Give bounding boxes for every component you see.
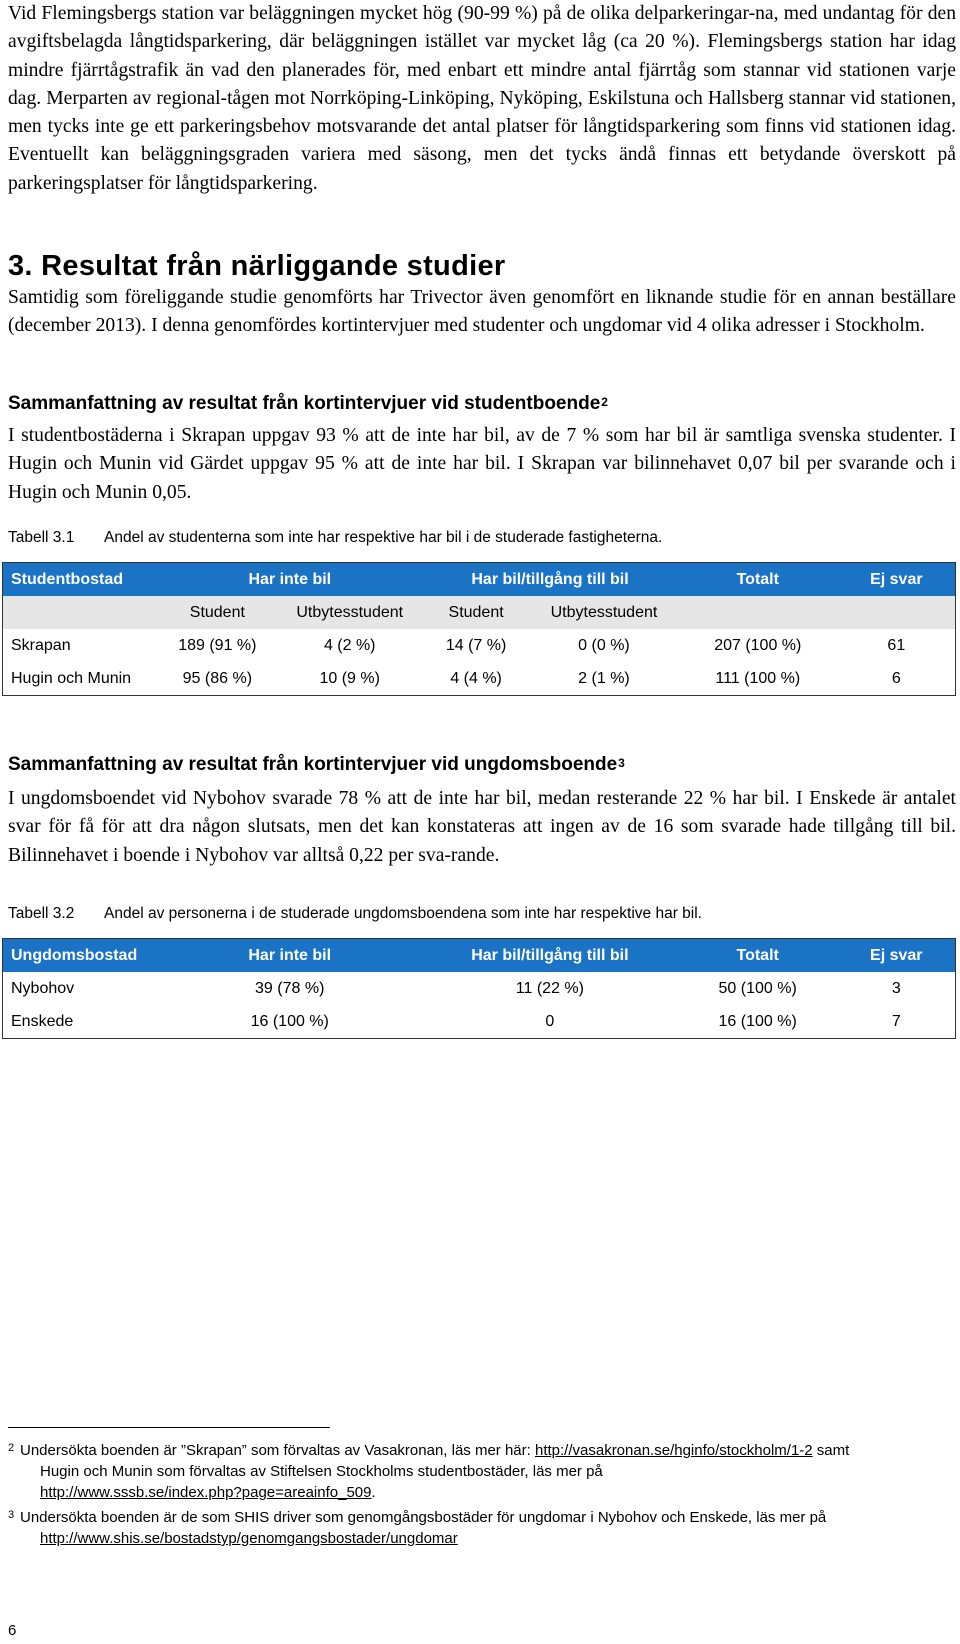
page-number: 6 — [8, 1622, 17, 1639]
table-row — [3, 972, 956, 1005]
table-cell — [838, 596, 956, 629]
column-header: Ungdomsbostad — [3, 939, 158, 973]
footnote-2-line-3 — [8, 1482, 958, 1503]
column-header: Ej svar — [838, 563, 956, 597]
table-cell: 0 — [545, 1012, 555, 1030]
table-cell: 3 — [891, 979, 901, 997]
footnote-3-link-shis[interactable]: http://www.shis.se/bostadstyp/genomgangsbostader/ungdomar — [40, 1530, 458, 1547]
subheader-cell: Student — [157, 596, 277, 629]
footnote-ref-2[interactable]: 2 — [601, 395, 608, 409]
footnote-3-mark: 3 — [8, 1509, 15, 1521]
table-cell: 95 (86 %) — [182, 669, 253, 687]
table-cell: 2 (1 %) — [578, 669, 630, 687]
youth-table-header-row — [3, 939, 956, 973]
youth-summary-paragraph: I ungdomsboendet vid Nybohov svarade 78 % att de inte har bil, medan resterande 22 % har bil. I Enskede är antalet svar för få för att dra någon slutsats, men det kan konstateras att ingen av de 16 som svarade hade tillgång till bil. Bilinnehavet i boende i Nybohov var alltså 0,22 per sva-rande. — [8, 788, 956, 866]
column-header: Ej svar — [838, 939, 956, 973]
column-header: Studentbostad — [3, 563, 158, 597]
youth-summary-heading-text: Sammanfattning av resultat från kortintervjuer vid ungdomsboende — [8, 754, 618, 775]
footnote-3 — [8, 1507, 958, 1549]
column-header: Har inte bil — [157, 563, 422, 597]
table-cell: 189 (91 %) — [178, 636, 257, 654]
table-cell: 4 (4 %) — [450, 669, 502, 687]
table-cell: 7 — [891, 1012, 901, 1030]
footnote-2-line-2: Hugin och Munin som förvaltas av Stiftelsen Stockholms studentbostäder, läs mer på — [40, 1463, 603, 1480]
table-cell: 16 (100 %) — [250, 1012, 329, 1030]
table-cell: 11 (22 %) — [515, 979, 584, 997]
intro-paragraph: Vid Flemingsbergs station var beläggningen mycket hög (90-99 %) på de olika delparkeringar-na, med undantag för den avgiftsbelagda långtidsparkering, där beläggningen istället var mycket låg (ca 20 %). Flemingsbergs station har idag mindre fjärrtågstrafik än vad den planerades för, med enbart ett mindre antal fjärrtåg som stannar vid stationen varje dag. Merparten av regional-tågen mot Norrköping-Linköping, Nyköping, Eskilstuna och Hallsberg stannar vid stationen, men tycks inte ge ett parkeringsbehov motsvarande det antal platser för långtidsparkering som finns vid stationen idag. Eventuellt kan beläggningsgraden variera med säsong, men det tycks ändå finnas ett betydande överskott på parkeringsplatser för långtidsparkering. — [8, 3, 956, 194]
student-table — [2, 562, 956, 696]
table-cell: 39 (78 %) — [255, 979, 325, 997]
column-header: Har inte bil — [157, 939, 422, 973]
section-intro-paragraph: Samtidig som föreliggande studie genomförts har Trivector även genomfört en liknande studie för en annan beställare (december 2013). I denna genomfördes kortintervjuer med studenter och ungdomar vid 4 olika adresser i Stockholm. — [8, 287, 956, 337]
table-cell: Nybohov — [11, 979, 75, 997]
table-cell: Enskede — [11, 1012, 74, 1030]
subheader-cell: Student — [422, 596, 530, 629]
footnote-divider — [8, 1427, 330, 1428]
column-header: Totalt — [678, 939, 838, 973]
table-cell: 61 — [887, 636, 906, 654]
table-3-2-caption — [8, 904, 702, 924]
student-summary-heading — [8, 391, 608, 418]
footnote-2-text-samt: samt — [812, 1442, 850, 1459]
table-cell: Skrapan — [11, 636, 71, 654]
table-cell: 111 (100 %) — [715, 669, 801, 687]
student-table-header-row — [3, 563, 956, 597]
table-3-2-number: Tabell 3.2 — [8, 905, 75, 922]
footnote-2-link-vasakronan[interactable]: http://vasakronan.se/hginfo/stockholm/1-2 — [534, 1442, 813, 1459]
footnote-2-end: . — [371, 1484, 376, 1501]
student-summary-heading-text: Sammanfattning av resultat från kortintervjuer vid studentboende — [8, 393, 601, 414]
subheader-cell: Utbytesstudent — [530, 596, 678, 629]
footnote-2-mark: 2 — [8, 1442, 15, 1454]
table-cell: 6 — [891, 669, 901, 687]
footnote-2-line-1 — [8, 1440, 958, 1461]
table-cell: 16 (100 %) — [718, 1012, 797, 1030]
youth-table — [2, 938, 956, 1039]
column-header: Har bil/tillgång till bil — [422, 939, 678, 973]
footnote-ref-3[interactable]: 3 — [618, 756, 625, 770]
section-heading: 3. Resultat från närliggande studier — [8, 250, 506, 282]
table-row — [3, 662, 956, 696]
column-header: Totalt — [678, 563, 838, 597]
table-cell: 0 (0 %) — [578, 636, 630, 654]
table-cell: 50 (100 %) — [718, 979, 797, 997]
table-3-2-caption-text: Andel av personerna i de studerade ungdomsboendena som inte har respektive har bil. — [104, 905, 702, 922]
column-header: Har bil/tillgång till bil — [422, 563, 678, 597]
table-cell — [678, 596, 838, 629]
footnote-3-line-2 — [8, 1528, 958, 1549]
table-3-1-number: Tabell 3.1 — [8, 529, 75, 546]
table-cell: Hugin och Munin — [11, 669, 132, 687]
table-row — [3, 1005, 956, 1039]
footnote-2 — [8, 1440, 958, 1503]
youth-summary-heading — [8, 752, 625, 779]
table-3-1-caption — [8, 528, 662, 548]
table-cell: 14 (7 %) — [445, 636, 507, 654]
footnote-2-text: Undersökta boenden är ”Skrapan” som förvaltas av Vasakronan, läs mer här: — [20, 1442, 535, 1459]
footnote-2-link-sssb[interactable]: http://www.sssb.se/index.php?page=areainfo_509 — [40, 1484, 372, 1501]
table-cell: 10 (9 %) — [319, 669, 380, 687]
table-cell: 4 (2 %) — [323, 636, 376, 654]
student-summary-paragraph: I studentbostäderna i Skrapan uppgav 93 % att de inte har bil, av de 7 % som har bil är samtliga svenska studenter. I Hugin och Munin vid Gärdet uppgav 95 % att de inte har bil. I Skrapan var bilinnehavet 0,07 bil per svarande och i Hugin och Munin 0,05. — [8, 425, 956, 503]
table-cell — [3, 596, 158, 629]
subheader-cell: Utbytesstudent — [277, 596, 422, 629]
table-row — [3, 629, 956, 662]
table-3-1-caption-text: Andel av studenterna som inte har respektive har bil i de studerade fastigheterna. — [104, 529, 663, 546]
student-table-subheader-row — [3, 596, 956, 629]
table-cell: 207 (100 %) — [714, 636, 802, 654]
footnote-3-text: Undersökta boenden är de som SHIS driver som genomgångsbostäder för ungdomar i Nybohov och Enskede, läs mer på — [20, 1509, 827, 1526]
